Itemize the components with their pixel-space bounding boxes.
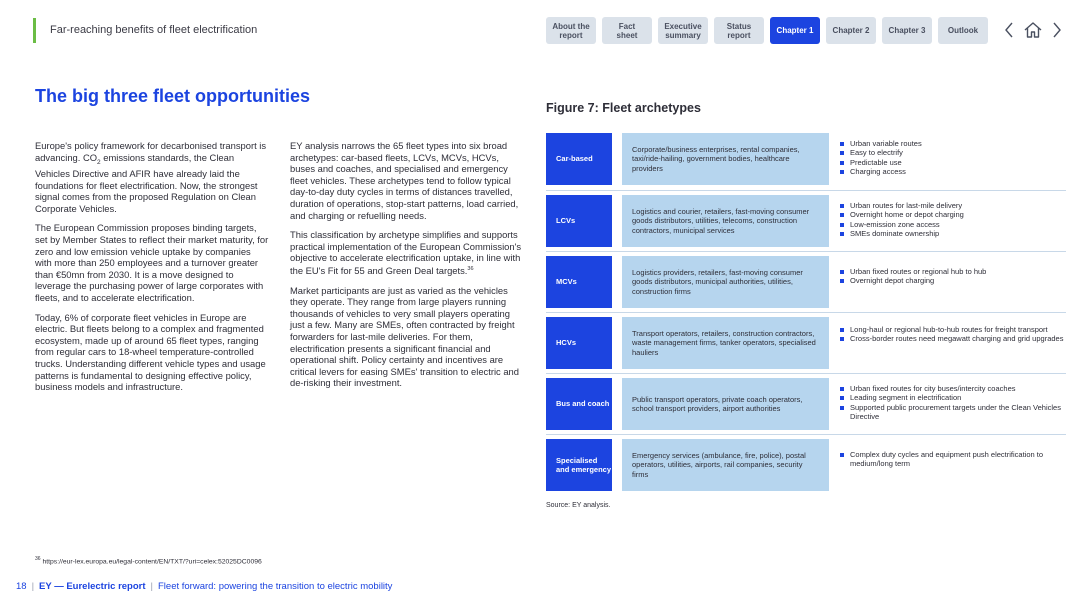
list-item: Overnight home or depot charging xyxy=(840,210,1066,219)
archetype-row-specialised-and-emergency xyxy=(546,439,1066,491)
row-divider xyxy=(546,373,1066,374)
paragraph-text: Europe's policy framework for decarbonised transport is advancing. CO xyxy=(35,140,267,163)
nav-chapter-2[interactable]: Chapter 2 xyxy=(826,17,876,44)
archetype-row-hcvs xyxy=(546,317,1066,369)
list-item: Supported public procurement targets under the Clean Vehicles Directive xyxy=(840,403,1066,422)
archetype-characteristics xyxy=(840,450,1066,469)
paragraph: Today, 6% of corporate fleet vehicles in Europe are electric. But fleets belong to a complex and fragmented ecosystem, made up of around 65 fleet types, ranging from regular cars to 18-wheel temperature-controlled trucks. Understanding different vehicle types and usage patterns is fundamental to designing effective policy, business models and infrastructure. xyxy=(35,311,266,393)
paragraph: Market participants are just as varied as the vehicles they operate. They range from large players running thousands of vehicles to very small players operating just a few. Many are SMEs, often contracted by freight forwarders for last-mile deliveries. For them, electrification presents a significant financial and operational shift. Policy certainty and incentives are critical levers for easing SMEs' transition to electric and de-risking their investment. xyxy=(290,284,519,389)
archetype-row-mcvs xyxy=(546,256,1066,308)
row-divider xyxy=(546,434,1066,435)
nav-chapter-1[interactable]: Chapter 1 xyxy=(770,17,820,44)
archetype-operators: Emergency services (ambulance, fire, police), postal operators, utilities, airports, rail companies, security firms xyxy=(622,439,829,491)
subscript: 2 xyxy=(97,158,101,166)
list-item: Predictable use xyxy=(840,158,1066,167)
list-item: Cross-border routes need megawatt charging and grid upgrades xyxy=(840,334,1066,343)
archetype-label: Bus and coach xyxy=(546,378,612,430)
archetype-label: Specialised and emergency xyxy=(546,439,612,491)
list-item: Overnight depot charging xyxy=(840,276,1066,285)
footnote-number: 36 xyxy=(35,556,41,562)
archetype-row-car-based xyxy=(546,133,1066,185)
list-item: Urban fixed routes or regional hub to hub xyxy=(840,267,1066,276)
footer xyxy=(16,581,392,592)
nav-outlook[interactable]: Outlook xyxy=(938,17,988,44)
archetype-characteristics xyxy=(840,384,1066,422)
nav-controls xyxy=(998,19,1068,41)
archetype-operators: Logistics and courier, retailers, fast-moving consumer goods distributors, utilities, telecoms, construction contractors, municipal services xyxy=(622,195,829,247)
list-item: Low-emission zone access xyxy=(840,220,1066,229)
footnote xyxy=(35,556,262,565)
home-icon[interactable] xyxy=(1022,19,1044,41)
list-item: Urban variable routes xyxy=(840,139,1066,148)
chapter-nav xyxy=(546,17,988,44)
archetype-operators: Transport operators, retailers, construction contractors, waste management firms, tanker operators, specialised hauliers xyxy=(622,317,829,369)
archetype-row-lcvs xyxy=(546,195,1066,247)
footer-separator: | xyxy=(31,581,35,592)
body-column-1 xyxy=(35,140,270,401)
paragraph xyxy=(35,140,270,214)
archetype-operators: Public transport operators, private coach operators, school transport providers, airport authorities xyxy=(622,378,829,430)
archetype-characteristics xyxy=(840,139,1066,177)
list-item: Leading segment in electrification xyxy=(840,393,1066,402)
row-divider xyxy=(546,251,1066,252)
archetype-label: LCVs xyxy=(546,195,612,247)
header-title: Far-reaching benefits of fleet electrification xyxy=(50,24,258,36)
header-accent-bar xyxy=(33,18,36,43)
list-item: Charging access xyxy=(840,167,1066,176)
body-column-2 xyxy=(290,140,525,397)
list-item: Complex duty cycles and equipment push electrification to medium/long term xyxy=(840,450,1066,469)
paragraph xyxy=(290,229,525,277)
list-item: Long-haul or regional hub-to-hub routes for freight transport xyxy=(840,325,1066,334)
archetype-label: Car-based xyxy=(546,133,612,185)
archetype-operators: Corporate/business enterprises, rental companies, taxi/ride-hailing, government bodies, healthcare providers xyxy=(622,133,829,185)
section-title: The big three fleet opportunities xyxy=(35,86,311,106)
list-item: SMEs dominate ownership xyxy=(840,229,1066,238)
footnote-ref[interactable]: 36 xyxy=(467,265,474,272)
list-item: Urban fixed routes for city buses/intercity coaches xyxy=(840,384,1066,393)
nav-status-report[interactable]: Status report xyxy=(714,17,764,44)
footnote-link[interactable]: https://eur-lex.europa.eu/legal-content/EN/TXT/?uri=celex:52025DC0096 xyxy=(42,558,262,566)
figure-source: Source: EY analysis. xyxy=(546,502,611,509)
nav-chapter-3[interactable]: Chapter 3 xyxy=(882,17,932,44)
archetype-label: MCVs xyxy=(546,256,612,308)
list-item: Urban routes for last-mile delivery xyxy=(840,201,1066,210)
footer-brand: EY — Eurelectric report xyxy=(39,581,146,592)
paragraph-text: emissions standards, the Clean Vehicles Directive and AFIR have already laid the foundations for fleet electrification. Now, the strongest signal comes from the proposed Regulation on Clean Corporate Vehicles. xyxy=(35,151,258,214)
nav-fact-sheet[interactable]: Fact sheet xyxy=(602,17,652,44)
chevron-right-icon[interactable] xyxy=(1046,19,1068,41)
row-divider xyxy=(546,190,1066,191)
page-number: 18 xyxy=(16,581,27,592)
archetype-characteristics xyxy=(840,267,1066,286)
paragraph: EY analysis narrows the 65 fleet types into six broad archetypes: car-based fleets, LCVs, MCVs, HCVs, buses and coaches, and specialised and emergency fleet vehicles. These archetypes tend to follow typical day-to-day duty cycles in terms of distances travelled, duration of operations, stop-start patterns, load carried, and charging or refuelling needs. xyxy=(290,140,519,221)
nav-about-the-report[interactable]: About the report xyxy=(546,17,596,44)
archetype-row-bus-and-coach xyxy=(546,378,1066,430)
list-item: Easy to electrify xyxy=(840,148,1066,157)
archetype-operators: Logistics providers, retailers, fast-moving consumer goods distributors, municipal authorities, utilities, construction firms xyxy=(622,256,829,308)
archetype-characteristics xyxy=(840,201,1066,239)
row-divider xyxy=(546,312,1066,313)
paragraph-text: This classification by archetype simplifies and supports practical implementation of the European Commission's objective to accelerate electrification uptake, in line with the EU's Fit for 55 and Green Deal targets. xyxy=(290,229,522,277)
paragraph: The European Commission proposes binding targets, set by Member States to reflect their market maturity, for zero and low emission vehicle uptake by companies with more than 250 employees and a turnover greater than €50mn from 2030. It is a move designed to leverage the purchasing power of large corporates with fleets, and to accelerate electrification. xyxy=(35,222,269,303)
chevron-left-icon[interactable] xyxy=(998,19,1020,41)
footer-subtitle: Fleet forward: powering the transition to electric mobility xyxy=(158,581,393,592)
figure-title: Figure 7: Fleet archetypes xyxy=(546,101,701,115)
nav-executive-summary[interactable]: Executive summary xyxy=(658,17,708,44)
footer-separator: | xyxy=(150,581,153,592)
archetype-characteristics xyxy=(840,325,1066,344)
archetype-label: HCVs xyxy=(546,317,612,369)
